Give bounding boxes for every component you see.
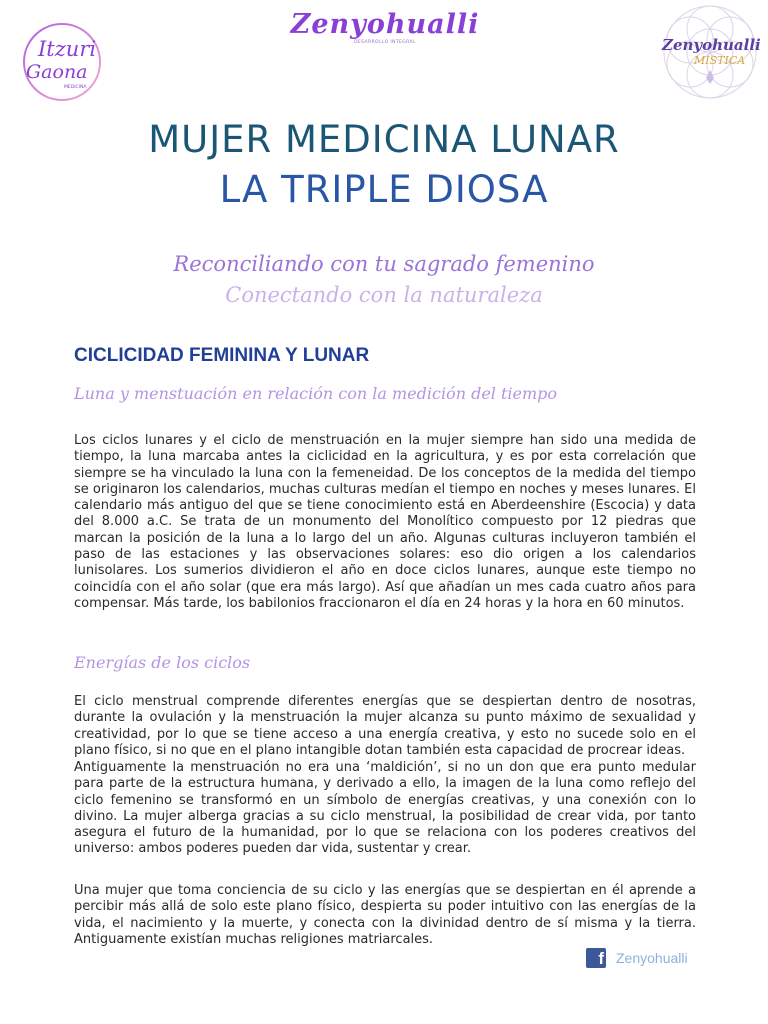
section-heading: CICLICIDAD FEMININA Y LUNAR: [74, 345, 370, 366]
facebook-handle[interactable]: Zenyohualli: [616, 950, 688, 966]
facebook-link[interactable]: [586, 948, 688, 968]
logo-center-tagline: DESARROLLO INTEGRAL: [354, 40, 416, 45]
logo-center-name: Zenyohualli: [290, 9, 480, 40]
section-subheading: Luna y menstuación en relación con la medición del tiempo: [74, 384, 558, 403]
facebook-icon: f: [586, 948, 606, 968]
logo-right-name: Zenyohualli: [662, 36, 761, 54]
itzuri-gaona-logo: [14, 16, 114, 104]
paragraph-ciclo-menstrual: El ciclo menstrual comprende diferentes energías que se despiertan dentro de nosotras, durante la ovulación y la menstruación la mujer alcanza su punto máximo de sexualidad y creatividad, por lo que se tiene acceso a una energía creativa, y esto no sucede solo en el plano físico, si no que en el plano intangible dotan también esta capacidad de procrear ideas.: [74, 694, 696, 758]
page-title-line1: MUJER MEDICINA LUNAR: [148, 118, 620, 161]
zenyohualli-mistica-logo: [654, 0, 766, 112]
logo-left-tag: MEDICINA: [64, 85, 87, 90]
subtitle-line2: Conectando con la naturaleza: [225, 283, 543, 307]
paragraph-menstruacion-antigua: Antiguamente la menstruación no era una ‘maldición’, si no un don que era punto medular para parte de la estructura humana, y derivado a ello, la imagen de la luna como reflejo del ciclo femenino se transformó en un símbolo de energías creativas, y una conexión con lo divino. La mujer alberga gracias a su ciclo menstrual, la posibilidad de crear vida, por tanto asegura el futuro de la humanidad, por lo que se relaciona con los poderes creativos del universo: ambos poderes pueden dar vida, sustentar y crear.: [74, 760, 696, 857]
zenyohualli-logo: [280, 8, 490, 62]
logo-right-tag: MISTICA: [694, 54, 746, 67]
paragraph-conciencia-ciclo: Una mujer que toma conciencia de su ciclo y las energías que se despiertan en él aprende a percibir más allá de solo este plano físico, despierta su poder intuitivo con las energías de la vida, el nacimiento y la muerte, y conecta con la divinidad dentro de sí misma y la tierra. Antiguamente existían muchas religiones matriarcales.: [74, 883, 696, 947]
lotus-icon: [706, 70, 714, 84]
section-subheading-energias: Energías de los ciclos: [74, 653, 251, 672]
paragraph-ciclos-lunares: Los ciclos lunares y el ciclo de menstruación en la mujer siempre han sido una medida de tiempo, la luna marcaba antes la ciclicidad en la agricultura, y es por esta correlación que siempre se ha vinculado la luna con la femeneidad. De los conceptos de la medida del tiempo se originaron los calendarios, muchas culturas medían el tiempo en noches y meses lunares. El calendario más antiguo del que se tiene conocimiento está en Aberdeenshire (Escocia) y data del 8.000 a.C. Se trata de un monumento del Monolítico compuesto por 12 piedras que marcan la posición de la luna a lo largo del un año. Algunas culturas incluyeron también el paso de las estaciones y las observaciones solares: eso dio origen a los calendarios lunisolares. Los sumerios dividieron el año en doce ciclos lunares, aunque este tiempo no coincidía con el año solar (que era más largo). Así que añadían un mes cada cuatro años para compensar. Más tarde, los babilonios fraccionaron el día en 24 horas y la hora en 60 minutos.: [74, 433, 696, 611]
page-title-line2: LA TRIPLE DIOSA: [219, 168, 549, 211]
logo-left-line2: Gaona: [26, 61, 88, 83]
subtitle-line1: Reconciliando con tu sagrado femenino: [173, 252, 595, 276]
logo-left-line1: Itzuri: [38, 37, 97, 61]
